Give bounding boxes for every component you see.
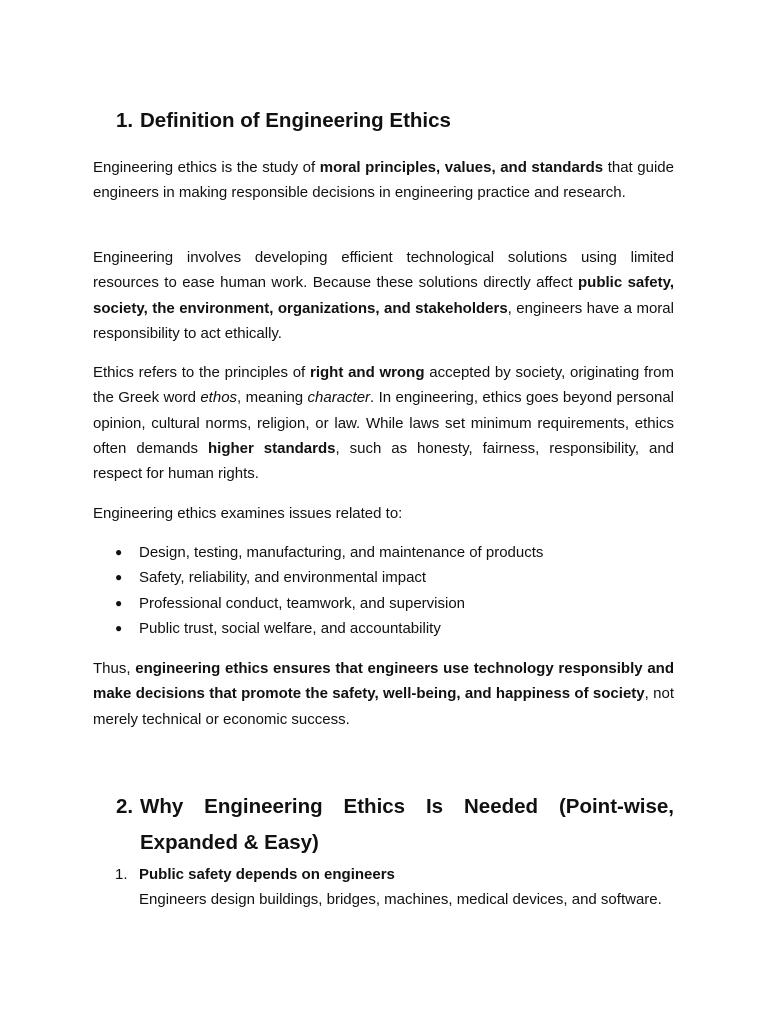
bullet-icon: ● (115, 545, 123, 559)
list-item-text: Professional conduct, teamwork, and supervision (139, 594, 466, 612)
list-item (93, 616, 674, 641)
bold-text: moral principles, values, and standards (319, 159, 604, 176)
list-item-text: Safety, reliability, and environmental impact (139, 569, 427, 587)
paragraph-examines: Engineering ethics examines issues related to: (93, 505, 403, 522)
section-title: Why Engineering Ethics Is Needed (Point-wise, Expanded & Easy) (140, 795, 674, 854)
bold-text: higher standards (208, 439, 336, 457)
list-item-text: Design, testing, manufacturing, and maintenance of products (139, 544, 544, 561)
bullet-icon: ● (115, 570, 123, 585)
section-title: Definition of Engineering Ethics (140, 109, 451, 132)
text-run: Engineering ethics is the study of (93, 159, 320, 176)
text-run: , engineers have a moral responsibility to act ethically. (93, 299, 674, 342)
bullet-icon: ● (115, 620, 123, 635)
text-run: Engineering involves developing efficient technological solutions using limited resources to ease human work. Because these solutions directly affect (93, 249, 674, 292)
text-run: accepted by society, originating from the Greek word (93, 364, 674, 407)
text-run: Thus, (93, 660, 136, 677)
paragraph-conclusion (93, 656, 674, 732)
bold-text: right and wrong (310, 364, 425, 381)
list-item (93, 591, 674, 616)
paragraph-ethics (93, 360, 674, 486)
numbered-list (93, 862, 674, 913)
italic-text: character (307, 389, 371, 407)
text-run: , not merely technical or economic success. (93, 685, 675, 728)
section-number: 1. (116, 109, 134, 132)
text-run: , such as honesty, fairness, responsibility, and respect for human rights. (93, 439, 674, 483)
text-run: Ethics refers to the principles of (93, 364, 310, 381)
list-item (93, 565, 674, 590)
text-run: . In engineering, ethics goes beyond personal opinion, cultural norms, religion, or law. While laws set minimum requirements, ethics often demands (93, 389, 675, 457)
italic-text: ethos (200, 389, 238, 407)
item-body (139, 862, 674, 913)
bullet-list (93, 540, 674, 641)
item-title: Public safety depends on engineers (139, 866, 395, 883)
section-1-heading (116, 103, 674, 139)
paragraph-engineering (93, 245, 674, 346)
item-text: Engineers design buildings, bridges, machines, medical devices, and software. (139, 891, 662, 909)
section-2-heading (116, 789, 674, 861)
list-item-text: Public trust, social welfare, and accountability (139, 619, 441, 637)
bold-text: public safety, society, the environment, organizations, and stakeholders (93, 274, 674, 317)
item-number: 1. (115, 866, 128, 883)
section-number: 2. (116, 795, 134, 818)
list-item (93, 862, 674, 913)
text-run: , meaning (237, 389, 308, 407)
text-run: that guide engineers in making responsible decisions in engineering practice and research. (93, 159, 674, 202)
bold-text: engineering ethics ensures that engineers use technology responsibly and make decisions that promote the safety, well-being, and happiness of society (93, 660, 674, 703)
list-item (93, 540, 674, 565)
bullet-icon: ● (115, 595, 123, 610)
paragraph-definition (93, 155, 674, 206)
